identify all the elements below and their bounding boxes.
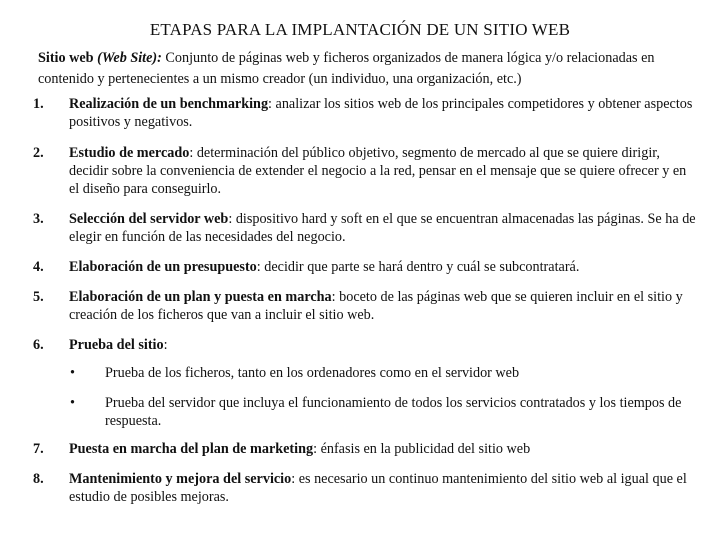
- step-title: Estudio de mercado: [69, 145, 190, 161]
- step-number: 6.: [33, 337, 44, 353]
- step-title: Puesta en marcha del plan de marketing: [69, 441, 314, 457]
- step-text: : determinación del público objetivo, segmento de mercado al que se quiere dirigir, decidir sobre la conveniencia de extender el negocio a la red, pensar en el mensaje que se quiere ofrecer y en el diseño para conseguirlo.: [69, 145, 687, 197]
- step-text: : boceto de las páginas web que se quieren incluir en el sitio y creación de los ficheros que van a incluir el sitio web.: [69, 289, 683, 323]
- sub-item-text: Prueba del servidor que incluya el funcionamiento de todos los servicios contratados y los tiempos de respuesta.: [105, 395, 682, 429]
- step-title: Realización de un benchmarking: [69, 96, 269, 112]
- step-number: 1.: [33, 96, 44, 112]
- intro-text: Conjunto de páginas web y ficheros organizados de manera lógica y/o relacionadas en contenido y pertenecientes a un mismo creador (un individuo, una organización, etc.): [38, 50, 655, 87]
- step-title: Selección del servidor web: [69, 211, 229, 227]
- step-title: Prueba del sitio: [69, 337, 164, 353]
- intro-term: Sitio web: [38, 50, 98, 66]
- step-text: :: [163, 337, 168, 353]
- step-number: 3.: [33, 211, 44, 227]
- intro-paragraph: [38, 48, 698, 90]
- step-title: Mantenimiento y mejora del servicio: [69, 471, 292, 487]
- step-title: Elaboración de un presupuesto: [69, 259, 257, 275]
- step-text: : énfasis en la publicidad del sitio web: [313, 441, 531, 457]
- step-number: 7.: [33, 441, 44, 457]
- step-number: 8.: [33, 471, 44, 487]
- step-text: : decidir que parte se hará dentro y cuál se subcontratará.: [256, 259, 580, 275]
- bullet-icon: •: [70, 365, 75, 381]
- intro-term-english: (Web Site):: [97, 50, 162, 66]
- step-text: : analizar los sitios web de los principales competidores y obtener aspectos positivos y negativos.: [69, 96, 693, 130]
- step-number: 5.: [33, 289, 44, 305]
- step-text: : dispositivo hard y soft en el que se encuentran almacenadas las páginas. Se ha de elegir en función de las necesidades del negocio.: [69, 211, 696, 245]
- bullet-icon: •: [70, 395, 75, 411]
- step-text: : es necesario un continuo mantenimiento del sitio web al igual que el estudio de posibles mejoras.: [69, 471, 687, 505]
- sub-item-text: Prueba de los ficheros, tanto en los ordenadores como en el servidor web: [105, 365, 520, 381]
- step-title: Elaboración de un plan y puesta en marcha: [69, 289, 332, 305]
- step-number: 4.: [33, 259, 44, 275]
- step-number: 2.: [33, 145, 44, 161]
- page-title: ETAPAS PARA LA IMPLANTACIÓN DE UN SITIO WEB: [149, 20, 571, 39]
